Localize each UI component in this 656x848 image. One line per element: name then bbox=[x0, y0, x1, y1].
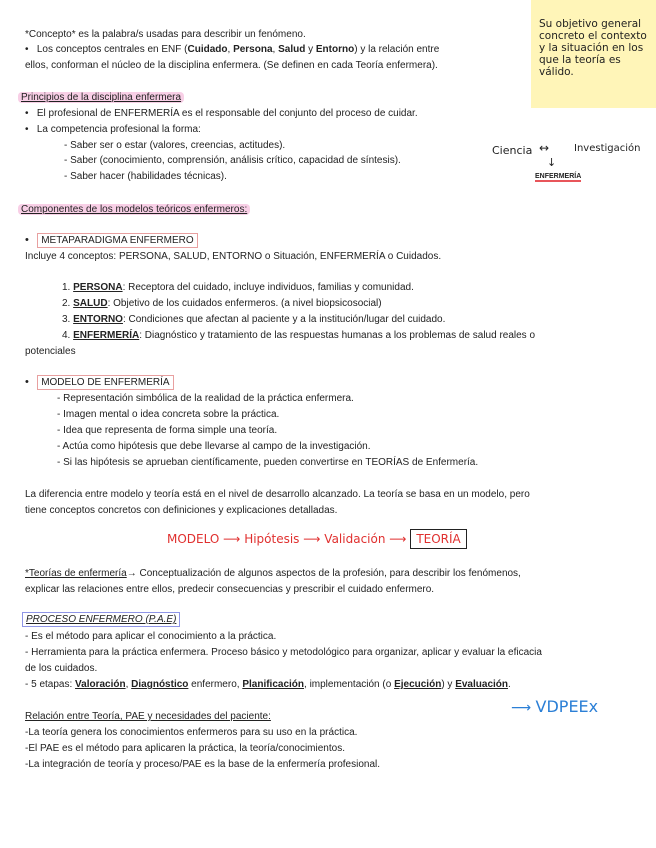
proceso-heading-text: PROCESO ENFERMERO (P.A.E) bbox=[22, 612, 180, 627]
teorias-label: *Teorías de enfermería bbox=[25, 568, 127, 579]
flow-arrow-icon: ⟶ bbox=[223, 532, 245, 546]
item-desc: : Diagnóstico y tratamiento de las respuestas humanas a los problemas de salud reales o bbox=[139, 330, 536, 341]
item-num: 4. bbox=[62, 330, 71, 341]
etapa-implementacion: , implementación (o bbox=[304, 679, 395, 690]
arrow-right-icon: ⟶ bbox=[511, 700, 532, 716]
modelo-title: MODELO DE ENFERMERÍA bbox=[37, 375, 173, 390]
conceptos-post: ) y la relación entre bbox=[354, 44, 440, 55]
item-num: 3. bbox=[62, 314, 71, 325]
metaparadigma-incluye: Incluye 4 conceptos: PERSONA, SALUD, ENTORNO o Situación, ENFERMERÍA o Cuidados. bbox=[25, 251, 442, 262]
item-term: ENTORNO bbox=[73, 314, 123, 325]
relacion-line-3: -La integración de teoría y proceso/PAE es la base de la enfermería profesional. bbox=[25, 759, 381, 770]
diagram-ciencia-label: Ciencia bbox=[492, 144, 533, 157]
sticky-note bbox=[531, 0, 656, 108]
bullet: • bbox=[25, 376, 29, 388]
principios-item-2: • La competencia profesional la forma: bbox=[25, 124, 201, 135]
metaparadigma-item-1 bbox=[62, 281, 414, 294]
etapa-evaluacion: Evaluación bbox=[455, 679, 509, 690]
etapa-ejecucion: Ejecución bbox=[394, 679, 442, 690]
modelo-item: - Si las hipótesis se aprueban científicamente, pueden convertirse en TEORÍAS de Enfermería. bbox=[57, 457, 479, 468]
diferencia-line-1: La diferencia entre modelo y teoría está en el nivel de desarrollo alcanzado. La teoría se basa en un modelo, pero bbox=[25, 489, 530, 500]
principios-item-1-text: El profesional de ENFERMERÍA es el responsable del conjunto del proceso de cuidar. bbox=[36, 108, 418, 119]
diagram-investigacion-label: Investigación bbox=[574, 143, 641, 154]
principios-sub-1: - Saber ser o estar (valores, creencias, actitudes). bbox=[64, 140, 286, 151]
sticky-note-text: Su objetivo general concreto el contexto y la situación en los que la teoría es válido. bbox=[539, 18, 647, 78]
modelo-item: - Representación simbólica de la realidad de la práctica enfermera. bbox=[57, 393, 354, 404]
diagram-enfermeria-label bbox=[535, 170, 581, 183]
flow-arrow-icon: ⟶ bbox=[303, 532, 325, 546]
teorias-line-2: explicar las relaciones entre ellos, predecir consecuencias y prescribir el cuidado enfermero. bbox=[25, 584, 435, 595]
conceptos-pre: Los conceptos centrales en ENF ( bbox=[36, 44, 188, 55]
principios-heading bbox=[18, 91, 184, 104]
metaparadigma-item-4 bbox=[62, 329, 535, 342]
metaparadigma-item-4-cont: potenciales bbox=[25, 346, 76, 357]
item-num: 2. bbox=[62, 298, 71, 309]
componentes-heading-text: Componentes de los modelos teóricos enfermeros: bbox=[18, 204, 250, 215]
relacion-heading bbox=[25, 710, 271, 723]
item-term: ENFERMERÍA bbox=[73, 330, 140, 341]
proceso-heading bbox=[22, 613, 180, 626]
proceso-etapas: - 5 etapas: Valoración, Diagnóstico enfermero, Planificación, implementación (o Ejecución) y Evaluación. bbox=[25, 679, 511, 690]
etapa-y: ) y bbox=[441, 679, 456, 690]
item-num: 1. bbox=[62, 282, 71, 293]
proceso-line-2: - Herramienta para la práctica enfermera. Proceso básico y metodológico para organizar, aplicar y evaluar la eficacia bbox=[25, 647, 542, 658]
concepto-definition: *Concepto* es la palabra/s usadas para describir un fenómeno. bbox=[25, 29, 306, 40]
teorias-line-1-text: → Conceptualización de algunos aspectos de la profesión, para describir los fenómenos, bbox=[126, 568, 521, 579]
principios-sub-2: - Saber (conocimiento, comprensión, análisis crítico, capacidad de síntesis). bbox=[64, 155, 401, 166]
modelo-item: - Idea que representa de forma simple una teoría. bbox=[57, 425, 278, 436]
teorias-line-1 bbox=[25, 567, 521, 580]
modelo-heading bbox=[25, 376, 174, 389]
modelo-item: - Actúa como hipótesis que debe llevarse al campo de la investigación. bbox=[57, 441, 371, 452]
item-desc: : Condiciones que afectan al paciente y a la institución/lugar del cuidado. bbox=[122, 314, 446, 325]
term-salud: Salud bbox=[278, 44, 306, 55]
item-desc: : Receptora del cuidado, incluye individuos, familias y comunidad. bbox=[122, 282, 414, 293]
item-term: PERSONA bbox=[73, 282, 123, 293]
etapa-diagnostico: Diagnóstico bbox=[131, 679, 189, 690]
etapa-punto: . bbox=[508, 679, 511, 690]
diagram-down-arrow-icon: ↓ bbox=[547, 156, 557, 169]
diagram-double-arrow-icon: ↔ bbox=[539, 141, 550, 155]
conceptos-line-1: • Los conceptos centrales en ENF (Cuidado, Persona, Salud y Entorno) y la relación entre bbox=[25, 44, 440, 55]
etapas-pre: - 5 etapas: bbox=[25, 679, 76, 690]
flow-modelo: MODELO bbox=[167, 532, 220, 546]
principios-item-1: • El profesional de ENFERMERÍA es el responsable del conjunto del proceso de cuidar. bbox=[25, 108, 418, 119]
item-desc: : Objetivo de los cuidados enfermeros. (a nivel biopsicosocial) bbox=[107, 298, 382, 309]
principios-item-2-text: La competencia profesional la forma: bbox=[36, 124, 201, 135]
proceso-line-1: - Es el método para aplicar el conocimiento a la práctica. bbox=[25, 631, 277, 642]
principios-sub-3: - Saber hacer (habilidades técnicas). bbox=[64, 171, 227, 182]
diagram-enfermeria-text: ENFERMERÍA bbox=[535, 173, 582, 180]
flow-hipotesis: Hipótesis bbox=[244, 532, 300, 546]
modelo-item: - Imagen mental o idea concreta sobre la práctica. bbox=[57, 409, 280, 420]
flow-diagram bbox=[167, 533, 467, 546]
relacion-line-2: -El PAE es el método para aplicaren la práctica, la teoría/conocimientos. bbox=[25, 743, 345, 754]
relacion-line-1: -La teoría genera los conocimientos enfermeros para su uso en la práctica. bbox=[25, 727, 358, 738]
vdpeex-annotation bbox=[511, 697, 599, 716]
proceso-line-3: de los cuidados. bbox=[25, 663, 98, 674]
relacion-heading-text: Relación entre Teoría, PAE y necesidades del paciente: bbox=[25, 711, 271, 722]
etapa-valoracion: Valoración bbox=[75, 679, 126, 690]
flow-teoria: TEORÍA bbox=[410, 529, 466, 549]
bullet: • bbox=[25, 234, 29, 246]
diferencia-line-2: tiene conceptos concretos con definiciones y explicaciones detalladas. bbox=[25, 505, 338, 516]
metaparadigma-heading bbox=[25, 234, 198, 247]
flow-arrow-icon: ⟶ bbox=[389, 532, 411, 546]
vdpeex-acronym: VDPEEx bbox=[535, 697, 599, 716]
term-entorno: Entorno bbox=[315, 44, 355, 55]
metaparadigma-item-3 bbox=[62, 313, 445, 326]
conceptos-line-2: ellos, conforman el núcleo de la disciplina enfermera. (Se definen en cada Teoría enfermera). bbox=[25, 60, 438, 71]
metaparadigma-title: METAPARADIGMA ENFERMERO bbox=[37, 233, 197, 248]
bullet: • bbox=[25, 44, 29, 55]
metaparadigma-item-2 bbox=[62, 297, 382, 310]
etapa-enfermero: enfermero, bbox=[188, 679, 243, 690]
principios-heading-text: Principios de la disciplina enfermera bbox=[18, 92, 184, 103]
componentes-heading bbox=[18, 203, 250, 216]
flow-validacion: Validación bbox=[324, 532, 386, 546]
term-persona: Persona bbox=[233, 44, 273, 55]
term-cuidado: Cuidado bbox=[187, 44, 228, 55]
item-term: SALUD bbox=[73, 298, 108, 309]
etapa-planificacion: Planificación bbox=[242, 679, 305, 690]
